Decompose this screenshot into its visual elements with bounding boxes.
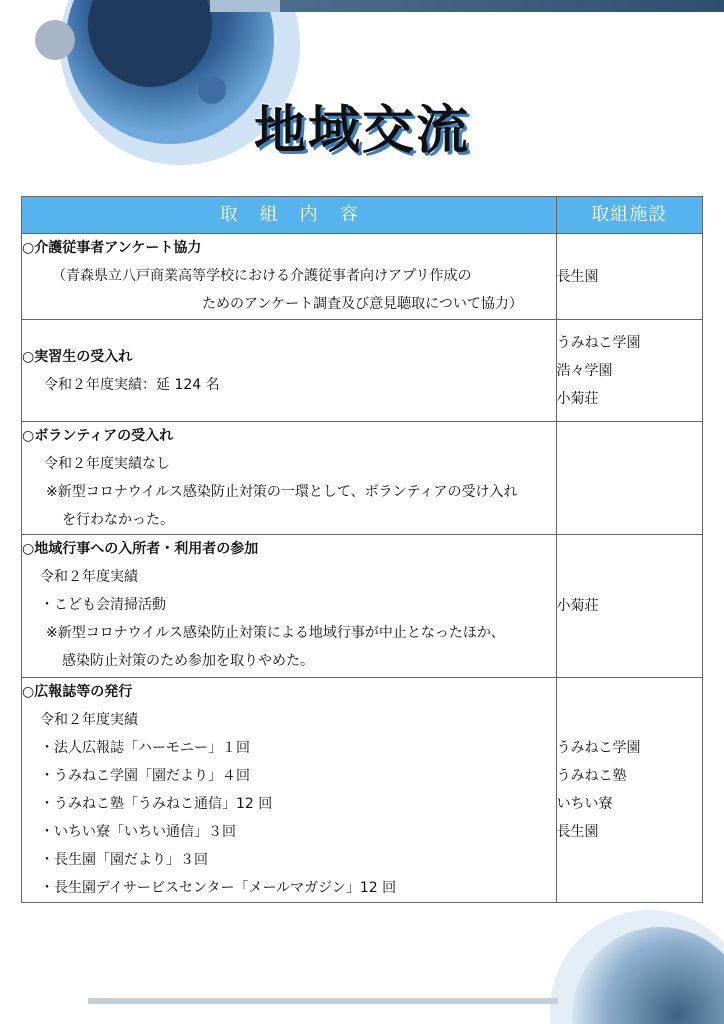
section-line: 令和２年度実績なし — [44, 456, 170, 472]
section-line: ・長生園「園だより」３回 — [40, 852, 208, 868]
section-line: ・法人広報誌「ハーモニー」１回 — [40, 740, 250, 756]
section-title: ○地域行事への入所者・利用者の参加 — [22, 541, 259, 557]
section-line: （青森県立八戸商業高等学校における介護従事者向けアプリ作成の — [52, 268, 472, 284]
facility-name: 小菊荘 — [556, 598, 599, 614]
table-row — [22, 320, 703, 422]
facility-name: うみねこ学園 — [556, 334, 641, 351]
section-line: ・長生園デイサービスセンター「メールマガジン」12 回 — [40, 880, 397, 896]
facility-name: 長生園 — [556, 268, 599, 285]
row-facility — [556, 678, 702, 903]
row-facility — [556, 422, 702, 535]
section-line: ※新型コロナウイルス感染防止対策による地域行事が中止となったほか、 — [46, 625, 505, 641]
facility-name: 浩々学園 — [556, 362, 613, 379]
row-content — [22, 678, 557, 903]
header-content: 取組内容 — [22, 197, 557, 234]
section-line: ・うみねこ学園「園だより」４回 — [40, 768, 250, 784]
section-line: 令和２年度実績 — [40, 712, 138, 728]
row-facility — [556, 535, 702, 678]
table-row — [22, 234, 703, 320]
row-content — [22, 422, 557, 535]
section-title: ○実習生の受入れ — [22, 348, 133, 365]
facility-name: いちい寮 — [556, 796, 613, 812]
row-content — [22, 320, 557, 422]
section-title: ○ボランティアの受入れ — [22, 428, 174, 444]
facility-name: うみねこ学園 — [556, 740, 641, 756]
section-line: を行わなかった。 — [62, 512, 174, 528]
header-facility: 取組施設 — [556, 197, 702, 234]
section-line: ・こども会清掃活動 — [40, 597, 166, 613]
page-title: 地域交流 — [253, 101, 470, 161]
section-line: ・うみねこ塾「うみねこ通信」12 回 — [40, 796, 273, 812]
facility-name: 小菊荘 — [556, 390, 599, 407]
table-row — [22, 422, 703, 535]
section-line: ・いちい寮「いちい通信」３回 — [40, 824, 236, 840]
row-content — [22, 535, 557, 678]
section-line: ためのアンケート調査及び意見聴取について協力） — [202, 296, 523, 312]
activity-table — [21, 196, 703, 903]
table-row — [22, 535, 703, 678]
section-title: ○介護従事者アンケート協力 — [22, 240, 202, 256]
section-line: 令和２年度実績 — [40, 569, 138, 585]
table-header-row — [22, 197, 703, 234]
section-line: ※新型コロナウイルス感染防止対策の一環として、ボランティアの受け入れ — [46, 484, 518, 500]
section-title: ○広報誌等の発行 — [22, 684, 133, 700]
row-facility — [556, 234, 702, 320]
row-facility — [556, 320, 702, 422]
facility-name: うみねこ塾 — [556, 768, 627, 784]
row-content — [22, 234, 557, 320]
footer-bar — [88, 998, 558, 1004]
section-line: 令和２年度実績：延 124 名 — [44, 376, 220, 393]
section-line: 感染防止対策のため参加を取りやめた。 — [62, 653, 314, 669]
table-row — [22, 678, 703, 903]
facility-name: 長生園 — [556, 824, 599, 840]
